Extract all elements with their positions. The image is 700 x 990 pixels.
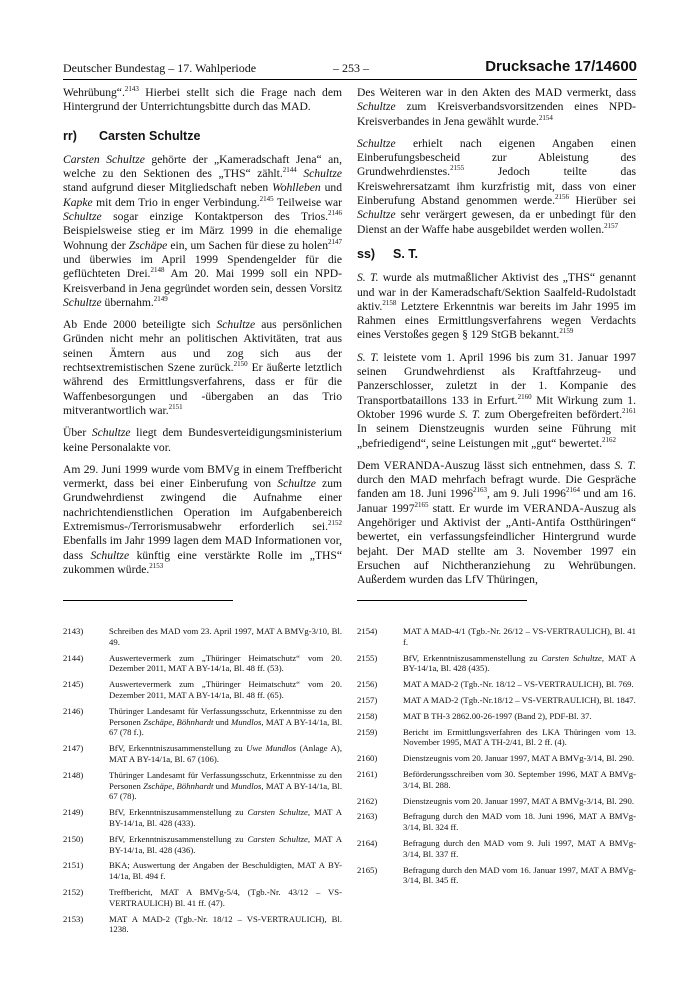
footnote [63,679,342,701]
footnote [63,653,342,675]
paragraph: S. T. leistete vom 1. April 1996 bis zum 31. Januar 1997 seinen Grundwehrdienst als Kraftfahrzeug- und Panzerschlosser, zuletzt in der 1. Kompanie des Transportbataillons 133 in Erfurt.$^{2160}$ Mit Wirkung zum 1. Oktober 1996 wurde S. T. zum Obergefreiten befördert.$^{2161}$ In seinem Dienstzeugnis wurden seine Führung mit „befriedigend“, seine Leistungen mit „gut“ bewertet.$^{2162}$ [357,350,636,450]
paragraph: Über Schultze liegt dem Bundesverteidigungsministerium keine Personalakte vor. [63,426,343,454]
footnote [357,695,636,706]
paragraph: Ab Ende 2000 beteiligte sich Schultze aus persönlichen Gründen nicht mehr an politischen Aktivitäten, trat aus seinen Ämtern aus und zog sich aus der rechtsextremistischen Szene zurück.$^{2150}$ Er äußerte letztlich während des Ermittlungsverfahrens, dass er für die Waffenbesorgungen und -übergaben an das Trio mitverantwortlich war.$^{2151}$ [63,318,342,417]
footnote [63,887,342,909]
footnote [357,838,636,860]
footnote [63,626,342,648]
footnote-divider [357,600,527,601]
document-number: Drucksache 17/14600 [485,58,637,75]
footnote-number: 2147) [63,743,84,754]
footnote-text: BfV, Erkenntniszusammenstellung zu Carsten Schultze, MAT A BY-14/1a, Bl. 428 (436). [109,833,343,855]
footnote [63,834,342,856]
footnote [357,769,636,791]
footnote-text: BfV, Erkenntniszusammenstellung zu Carsten Schultze, MAT A BY-14/1a, Bl. 428 (435). [403,652,637,674]
footnote [357,626,636,648]
footnote-text: MAT A MAD-2 (Tgb.-Nr.18/12 – VS-VERTRAULICH), Bl. 1847. [403,694,636,705]
footnote-number: 2153) [63,913,84,924]
footnote-number: 2148) [63,769,84,780]
footnote-number: 2160) [357,753,378,764]
footnotes-left [63,626,342,940]
footnote [63,743,342,765]
paragraph: Am 29. Juni 1999 wurde vom BMVg in einem Treffbericht vermerkt, dass bei einer Einberufung von Schultze zum Grundwehrdienst zwingend die Aufnahme einer nachrichtendienstlichen Operation im Aufgabenbereich Extremismus-/Terrorismusabwehr erforderlich sei.$^{2152}$ Ebenfalls im Jahr 1999 lagen dem MAD Informationen vor, dass Schultze künftig eine verstärkte Rolle im „THS“ zukommen würde.$^{2153}$ [63,462,343,576]
footnote [357,679,636,690]
footnote-text: Befragung durch den MAD vom 16. Januar 1997, MAT A BMVg-3/14, Bl. 345 ff. [403,864,636,886]
page-number: – 253 – [333,61,369,75]
footnote-number: 2158) [357,710,378,721]
footnote-text: BKA; Auswertung der Angaben der Beschuldigten, MAT A BY-14/1a, Bl. 494 f. [109,860,342,882]
footnote-number: 2159) [357,726,378,737]
footnotes-right [357,626,636,891]
footnote-text: MAT A MAD-2 (Tgb.-Nr. 18/12 – VS-VERTRAULICH), Bl. 769. [403,679,634,690]
footnote [357,727,636,749]
header-divider [63,79,637,80]
footnote-text: Bericht im Ermittlungsverfahren des LKA Thüringen vom 13. November 1995, MAT A TH-2/41, Bl. 2 ff. (4). [403,726,636,748]
footnote-number: 2149) [63,807,84,818]
footnote-text: Beförderungsschreiben vom 30. September 1996, MAT A BMVg-3/14, Bl. 288. [403,768,636,790]
footnote-number: 2165) [357,864,378,875]
footnote-number: 2164) [357,837,378,848]
footnote-number: 2155) [357,652,378,663]
footnote-number: 2150) [63,833,84,844]
footnote [63,860,342,882]
paragraph: Des Weiteren war in den Akten des MAD vermerkt, dass Schultze zum Kreisverbandsvorsitzenden eines NPD-Kreisverbandes in Jena gewählt wurde.$^{2154}$ [357,86,636,128]
footnote-text: BfV, Erkenntniszusammenstellung zu Uwe Mundlos (Anlage A), MAT A BY-14/1a, Bl. 67 (106). [109,743,343,764]
footnote-number: 2162) [357,795,378,806]
paragraph: Carsten Schultze gehörte der „Kameradschaft Jena“ an, welche zu den Sektionen des „THS“ zählt.$^{2144}$ Schultze stand aufgrund dieser Mitgliedschaft neben Wohlleben und Kapke mit dem Trio in enger Verbindung.$^{2145}$ Teilweise war Schultze sogar einzige Kontaktperson des Trios.$^{2146}$ Beispielsweise stieg er im März 1999 in die ehemalige Wohnung der Zschäpe ein, um Sachen für diese zu holen$^{2147}$ und überwies im April 1999 Spendengelder für die geflüchteten Drei.$^{2148}$ Am 20. Mai 1999 soll ein NPD-Kreisverband in Jena gegründet worden sein, dessen Vorsitz Schultze übernahm.$^{2149}$ [63,152,343,309]
header-publication: Deutscher Bundestag – 17. Wahlperiode [63,61,257,75]
footnote-number: 2157) [357,694,378,705]
footnote-text: MAT A MAD-2 (Tgb.-Nr. 18/12 – VS-VERTRAULICH), Bl. 1238. [109,913,342,935]
paragraph: Schultze erhielt nach eigenen Angaben einen Einberufungsbescheid zur Ableistung des Grundwehrdienstes.$^{2155}$ Jedoch teilte das Kreiswehrersatzamt ihm kurzfristig mit, dass von einer Einberufung Abstand genommen werde.$^{2156}$ Hierüber sei Schultze sehr verärgert gewesen, da er unbedingt für den Dienst an der Waffe habe ausgebildet werden wollen.$^{2157}$ [357,136,636,236]
paragraph: Dem VERANDA-Auszug lässt sich entnehmen, dass S. T. durch den MAD mehrfach befragt wurde. Die Gespräche fanden am 18. Juni $1996^{2163}$, am 9. Juli $1996^{2164}$ und am 16. Januar $1997^{2165}$ statt. Er wurde im VERANDA-Auszug als Angehöriger und Aktivist der „Anti-Antifa Ostthüringen“ bewertet, ein verfassungsfeindlicher Hintergrund wurde bejaht. Der MAD stellte am 3. November 1997 ein Ersuchen auf Nichtheranziehung zu Wehrübungen. Außerdem wurden das LfV Thüringen, [357,458,636,587]
footnote [357,753,636,764]
section-heading-ss: ss) S. T. [357,246,419,261]
footnote-number: 2156) [357,679,378,690]
footnote-text: Schreiben des MAD vom 23. April 1997, MAT A BMVg-3/10, Bl. 49. [109,626,342,647]
footnote-text: MAT A MAD-4/1 (Tgb.-Nr. 26/12 – VS-VERTRAULICH), Bl. 41 f. [403,626,636,647]
footnote-text: MAT B TH-3 2862.00-26-1997 (Band 2), PDF-Bl. 37. [403,710,592,721]
footnote-number: 2145) [63,679,84,690]
footnote-text: Thüringer Landesamt für Verfassungsschutz, Erkenntnisse zu den Personen Zschäpe, Böhnhardt und Mundlos, MAT A BY-14/1a, Bl. 67 (78). [109,769,342,802]
footnote-text: Befragung durch den MAD vom 9. Juli 1997, MAT A BMVg-3/14, Bl. 337 ff. [403,837,636,859]
footnote-text: Auswertevermerk zum „Thüringer Heimatschutz“ vom 20. Dezember 2011, MAT A BY-14/1a, Bl. 48 ff. (53). [109,652,342,674]
footnote-text: Dienstzeugnis vom 20. Januar 1997, MAT A BMVg-3/14, Bl. 290. [403,753,635,764]
footnote [63,706,342,738]
footnote [357,711,636,722]
footnote-text: BfV, Erkenntniszusammenstellung zu Carsten Schultze, MAT A BY-14/1a, Bl. 428 (433). [109,807,343,828]
footnote [357,865,636,887]
footnote-number: 2152) [63,886,84,897]
paragraph: Wehrübung“.$^{2143}$ Hierbei stellt sich die Frage nach dem Hintergrund der Unterrichtungsbitte durch das MAD. [63,85,342,114]
footnote-text: Treffbericht, MAT A BMVg-5/4, (Tgb.-Nr. 43/12 – VS-VERTRAULICH) Bl. 41 ff. (47). [109,886,342,908]
right-column [357,86,636,596]
section-heading-rr: rr) Carsten Schultze [63,128,201,143]
footnote-number: 2151) [63,860,84,871]
paragraph: S. T. wurde als mutmaßlicher Aktivist des „THS“ genannt und war in der Kameradschaft/Sektion Saalfeld-Rudolstadt aktiv.$^{2158}$ Letztere Erkenntnis war bereits im Jahr 1995 im Rahmen eines Ermittlungsverfahrens wegen Verdachts eines Verstoßes gegen § 129 StGB bekannt.$^{2159}$ [357,271,636,342]
footnote-number: 2161) [357,768,378,779]
footnote [63,770,342,802]
footnote [63,807,342,829]
footnote [357,653,636,675]
footnote-number: 2154) [357,626,378,636]
footnote-number: 2144) [63,652,84,663]
footnote-text: Auswertevermerk zum „Thüringer Heimatschutz“ vom 20. Dezember 2011, MAT A BY-14/1a, Bl. 48 ff. (65). [109,679,342,700]
footnote-number: 2146) [63,705,84,716]
page-header [63,58,637,80]
footnote-text: Dienstzeugnis vom 20. Januar 1997, MAT A BMVg-3/14, Bl. 290. [403,795,635,806]
footnote [63,914,342,936]
footnote [357,811,636,833]
footnote-number: 2143) [63,626,84,636]
footnote [357,796,636,807]
footnote-text: Thüringer Landesamt für Verfassungsschutz, Erkenntnisse zu den Personen Zschäpe, Böhnhardt und Mundlos, MAT A BY-14/1a, Bl. 67 (78 f.). [109,705,342,738]
footnote-divider [63,600,233,601]
left-column [63,86,342,585]
footnote-text: Befragung durch den MAD vom 18. Juni 1996, MAT A BMVg-3/14, Bl. 324 ff. [403,811,636,833]
footnote-number: 2163) [357,811,378,822]
